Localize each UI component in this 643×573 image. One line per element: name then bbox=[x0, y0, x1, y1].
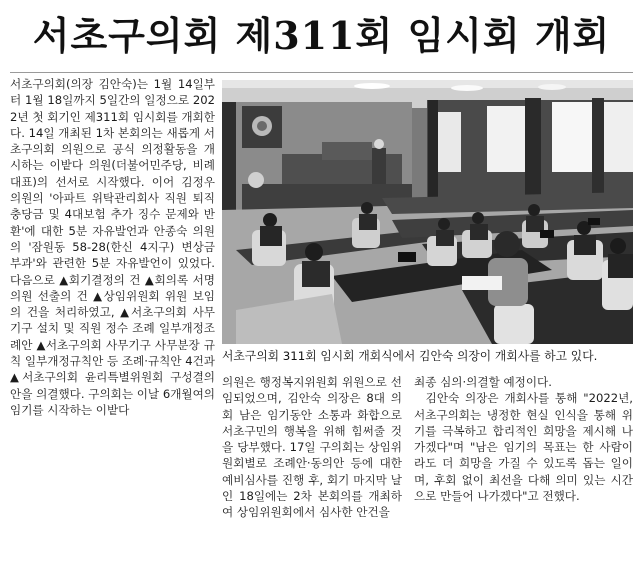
council-session-photo bbox=[222, 80, 633, 344]
headline: 서초구의회 제311회 임시회 개회 bbox=[32, 13, 611, 58]
article-body-column-3: 최종 심의·의결할 예정이다. 김안숙 의장은 개회사를 통해 "2022년, 서초구의회는 냉정한 현실 인식을 통해 위기를 극복하고 합리적인 희망을 제시해 나가겠다"며 "남은 임기의 목표는 한 사람이라도 더 희망을 가질 수 있도록 돕는 일이며, 후회 없이 최선을 다해 의미 있는 시간으로 만들어 나가겠다"고 전했다. bbox=[414, 375, 633, 504]
photo-caption: 서초구의회 311회 임시회 개회식에서 김안숙 의장이 개회사를 하고 있다. bbox=[222, 349, 598, 363]
article-body-column-2: 의원은 행정복지위원회 위원으로 선임되었으며, 김안숙 의장은 8대 의회 남은 임기동안 소통과 화합으로 서초구민의 행복을 위해 힘써줄 것을 당부했다. 17일 구의회는 상임위원회별로 조례안·동의안 등에 대한 예비심사를 진행 후, 회기 마지막 날인 18일에는 2차 본회의를 개최하여 상임위원회에서 심사한 안건을 bbox=[222, 375, 406, 520]
headline-divider bbox=[10, 72, 633, 73]
article-body-column-1: 서초구의회(의장 김안숙)는 1월 14일부터 1월 18일까지 5일간의 일정으로 2022년 첫 회기인 제311회 임시회를 개회한다. 14일 개최된 1차 본회의는 새롭게 서초구의회 의원으로 공식 의정활동을 개시하는 이밭다 의원(더불어민주당, 비례대표)의 선서로 시작했다. 이어 김정우 의원의 '아파트 위탁관리회사 직원 퇴직충당금 및 4대보험 추가 징수 문제와 반환'에 대한 5분 자유발언과 안종숙 의원의 '잠원동 58-28(한신 4지구) 변상금 부과'와 관련한 5분 자유발언이 있었다. 다음으로 ▲회기결정의 건 ▲회의록 서명의원 선출의 건 ▲상임위원회 위원 보임의 건을 처리하였고, ▲서초구의회 사무기구 설치 및 직원 정수 조례 일부개정조례안 ▲서초구의회 사무기구 사무분장 규칙 일부개정규칙안 등 조례·규칙안 4건과 ▲서초구의회 윤리특별위원회 구성결의안을 의결했다. 구의회는 이날 6개월여의 임기를 시작하는 이밭다 bbox=[10, 77, 219, 417]
